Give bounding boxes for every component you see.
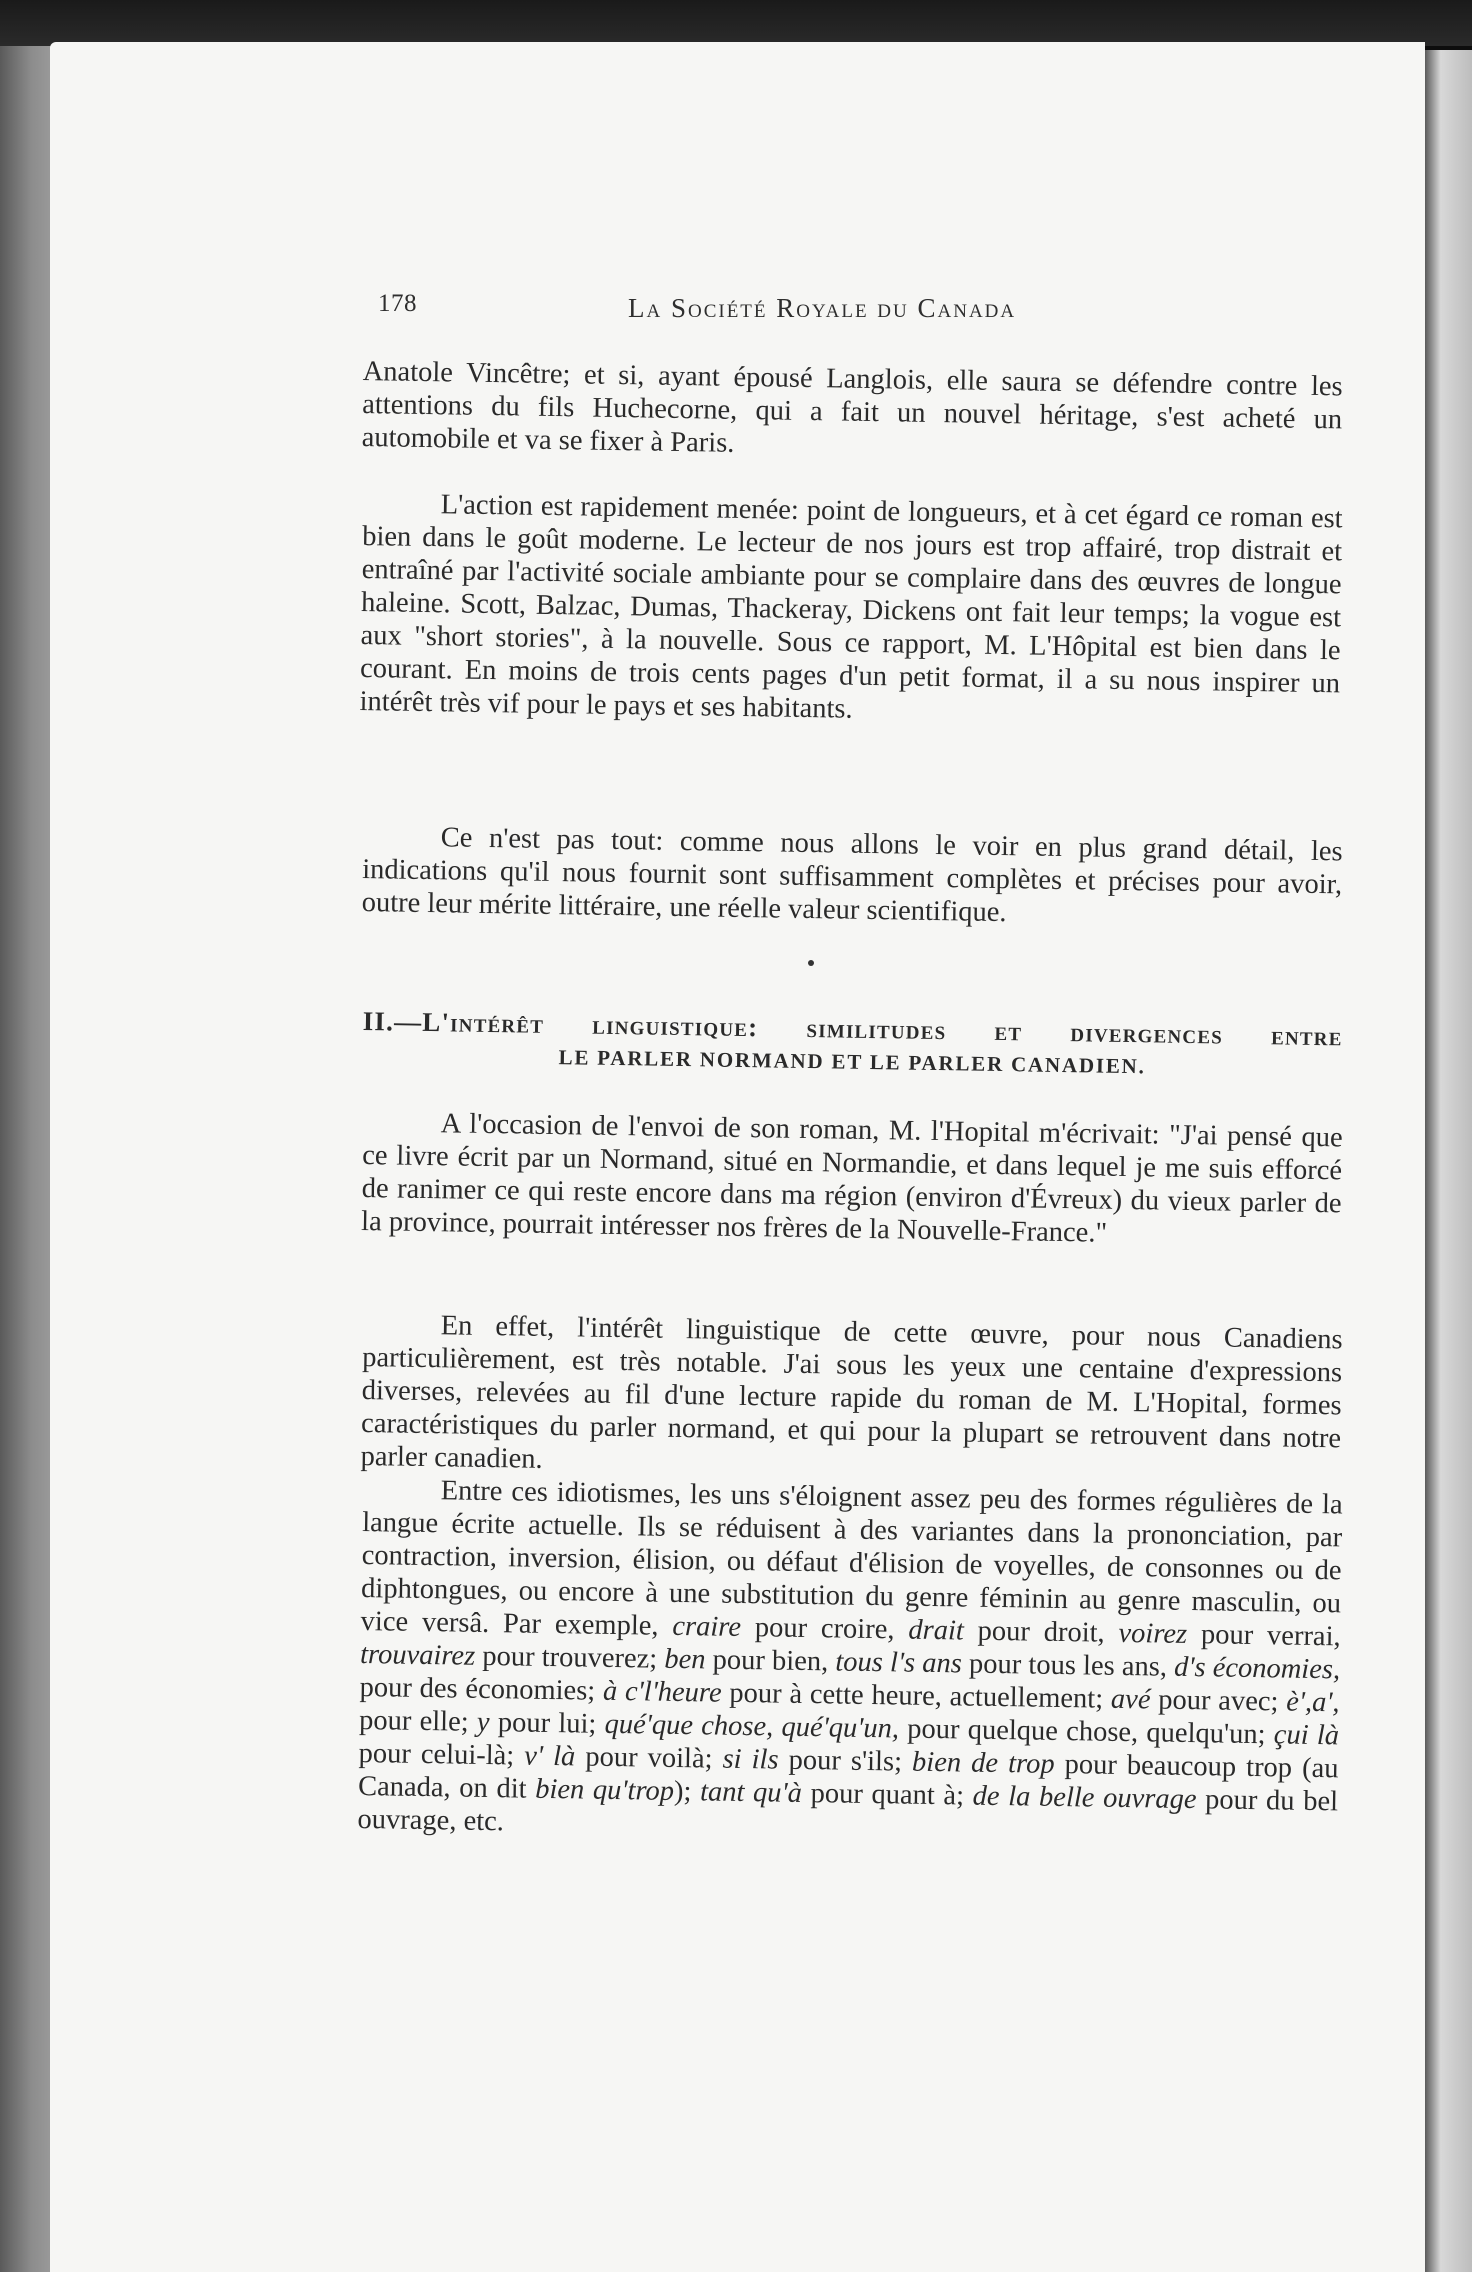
paragraph-3 (361, 820, 1342, 934)
paragraph-2 (359, 487, 1343, 733)
paragraph-6-text: Entre ces idiotismes, les uns s'éloignent assez peu des formes régulières de la langue écrite actuelle. Ils se réduisent à des variantes dans la prononciation, par contraction, inversion, élision, ou défaut d'élision de voyelles, de consonnes ou de diphtongues, ou encore à une substitution du genre féminin au genre masculin, ou vice versâ. Par exemple, (360, 1475, 1343, 1642)
paragraph-4-text: A l'occasion de l'envoi de son roman, M. l'Hopital m'écrivait: "J'ai pensé que ce livre écrit par un Normand, situé en Normandie, et dans lequel je me suis efforcé de ranimer ce qui reste encore dans ma région (environ d'Évreux) du vieux parler de la province, pourrait intéresser nos frères de la Nouvelle-France." (360, 1108, 1343, 1249)
dialect-form: avé (1110, 1683, 1151, 1716)
running-head (378, 290, 1258, 324)
scan-border-left (0, 0, 52, 2272)
standard-form: pour quelque chose, quelqu'un; (906, 1713, 1266, 1751)
standard-form: pour lui; (497, 1707, 597, 1740)
book-page (50, 42, 1425, 2272)
dialect-form: qué'que chose, qué'qu'un, (604, 1708, 900, 1745)
dialect-form: bien qu'trop (534, 1773, 675, 1807)
dialect-form: tous l's ans (835, 1646, 963, 1680)
dialect-form: bien de trop (911, 1746, 1055, 1780)
dialect-form: drait (908, 1614, 965, 1647)
dialect-form: ben (664, 1643, 706, 1676)
paragraph-1-text: Anatole Vincêtre; et si, ayant épousé Langlois, elle saura se défendre contre les attentions du fils Huchecorne, qui a fait un nouvel héritage, s'est acheté un automobile et va se fixer à Paris. (361, 355, 1343, 459)
standard-form: pour tous les ans, (968, 1648, 1168, 1683)
dialect-form: trouvairez (359, 1638, 476, 1672)
dialect-form: craire (672, 1610, 742, 1643)
paragraph-1 (361, 355, 1342, 469)
ink-speck (808, 960, 814, 966)
section-heading-line-1: II.—L'intérêt linguistique: similitudes et divergences entre (362, 1005, 1343, 1052)
dialect-form: v' là (524, 1740, 576, 1773)
standard-form: pour trouverez; (482, 1640, 658, 1675)
standard-form: pour du bel ouvrage, etc. (357, 1784, 1339, 1838)
standard-form: pour quant à; (810, 1778, 965, 1812)
dialect-form: à c'l'heure (602, 1675, 722, 1709)
dialect-form: tant qu'à (699, 1776, 803, 1809)
paragraph-5-text: En effet, l'intérêt linguistique de cette œuvre, pour nous Canadiens particulièrement, est très notable. J'ai sous les yeux une centaine d'expressions diverses, relevées au fil d'une lecture rapide du roman de M. L'Hopital, formes caractéristiques du parler normand, et qui pour la plupart se retrouvent dans notre parler canadien. (360, 1310, 1343, 1475)
standard-form: pour voilà; (585, 1741, 713, 1775)
section-heading-line-2: LE PARLER NORMAND ET LE PARLER CANADIEN. (558, 1045, 1146, 1079)
section-heading (362, 1004, 1343, 1085)
dialect-form: voirez (1118, 1617, 1188, 1650)
scan-border-right (1420, 50, 1472, 2272)
dialect-form: de la belle ouvrage (972, 1780, 1197, 1816)
standard-form: pour bien, (712, 1644, 829, 1678)
running-title: La Société Royale du Canada (628, 293, 1017, 323)
standard-form: pour à cette heure, actuellement; (729, 1677, 1104, 1715)
standard-form: pour droit, (977, 1615, 1105, 1649)
dialect-form: d's économies, (1173, 1651, 1341, 1686)
standard-form: ); (673, 1775, 692, 1808)
standard-form: pour croire, (754, 1612, 895, 1646)
scan-border-top (0, 0, 1472, 46)
paragraph-6 (357, 1473, 1343, 1851)
standard-form: pour verrai, (1200, 1619, 1341, 1653)
standard-form: pour celui-là; (358, 1737, 515, 1772)
paragraph-4 (361, 1106, 1343, 1253)
standard-form: pour s'ils; (788, 1744, 903, 1778)
standard-form: pour des économies; (359, 1671, 596, 1707)
dialect-form: çui là (1273, 1719, 1340, 1752)
paragraph-2-text: L'action est rapidement menée: point de longueurs, et à cet égard ce roman est bien dans le goût moderne. Le lecteur de nos jours est trop affairé, trop distrait et entraîné par l'activité sociale ambiante pour se complaire dans des œuvres de longue haleine. Scott, Balzac, Dumas, Thackeray, Dickens ont fait leur temps; la vogue est aux "short stories", à la nouvelle. Sous ce rapport, M. L'Hôpital est bien dans le courant. En moins de trois cents pages d'un petit format, il a su nous inspirer un intérêt très vif pour le pays et ses habitants. (359, 489, 1343, 725)
dialect-form: si ils (722, 1743, 779, 1776)
standard-form: pour avec; (1158, 1684, 1279, 1718)
standard-form: pour beaucoup trop (au Canada, on dit (357, 1749, 1339, 1805)
standard-form: pour elle; (358, 1704, 469, 1738)
page-number: 178 (378, 290, 417, 317)
paragraph-5 (360, 1308, 1342, 1488)
dialect-form: y (476, 1706, 490, 1739)
dialect-examples (357, 1611, 1341, 1837)
paragraph-3-text: Ce n'est pas tout: comme nous allons le voir en plus grand détail, les indications qu'il nous fournit sont suffisamment complètes et précises pour avoir, outre leur mérite littéraire, une réelle valeur scientifique. (361, 822, 1343, 929)
dialect-form: è',a', (1285, 1686, 1340, 1719)
